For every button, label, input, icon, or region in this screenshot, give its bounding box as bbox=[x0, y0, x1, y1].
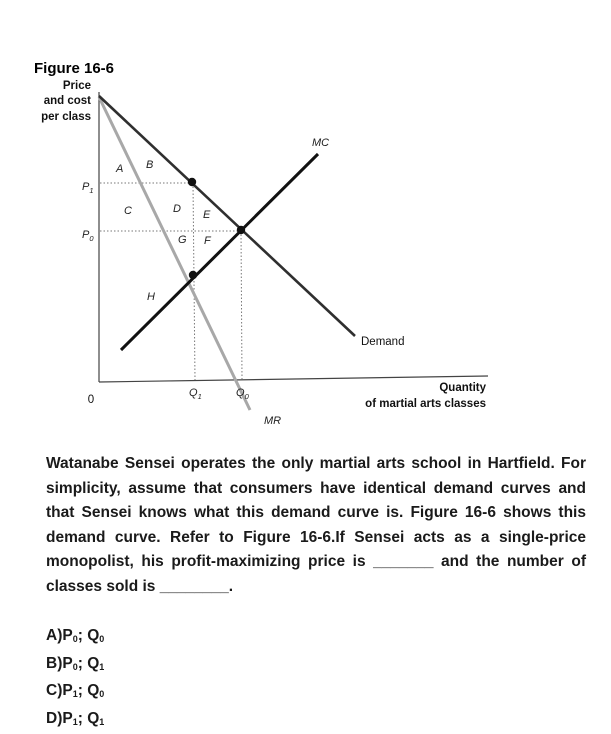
region-c-label: C bbox=[124, 205, 132, 217]
y-axis-label-line-2: and cost bbox=[44, 95, 91, 107]
x-axis bbox=[99, 376, 488, 382]
region-g-label: G bbox=[178, 234, 187, 246]
choice-c-label: C) bbox=[46, 682, 62, 699]
x-axis-label-line-1: Quantity bbox=[439, 382, 486, 394]
answer-choices bbox=[46, 624, 104, 734]
region-h-label: H bbox=[147, 291, 155, 303]
region-f-label: F bbox=[204, 235, 212, 247]
q0-label: $Q_0$ bbox=[236, 387, 250, 401]
choice-b-label: B) bbox=[46, 655, 62, 672]
choice-a[interactable]: $A)P_0$; $Q_0$ bbox=[46, 624, 104, 652]
point-q0-demand-mc bbox=[237, 226, 245, 234]
choice-b[interactable]: $B)P_0$; $Q_1$ bbox=[46, 652, 104, 680]
region-d-label: D bbox=[173, 203, 181, 215]
q0-guide-line bbox=[241, 231, 242, 379]
p0-label: $P_0$ bbox=[82, 229, 94, 243]
q1-label: $Q_1$ bbox=[189, 387, 202, 401]
x-axis-label-line-2: of martial arts classes bbox=[365, 398, 486, 410]
mr-label: MR bbox=[264, 415, 281, 427]
y-axis-label-line-1: Price bbox=[63, 80, 91, 92]
question-text: Watanabe Sensei operates the only martial arts school in Hartfield. For simplicity, assume that consumers have identical demand curves and that Sensei knows what this demand curve is. Figure 16-6 shows this demand curve. Refer to Figure 16-6.If Sensei acts as a single-price monopolist, his profit-maximizing price is _______ and the number of classes sold is ________. bbox=[46, 452, 586, 599]
demand-label: Demand bbox=[361, 336, 404, 348]
choice-d-label: D) bbox=[46, 710, 62, 727]
p1-label: $P_1$ bbox=[82, 181, 94, 195]
mc-curve bbox=[121, 154, 318, 350]
choice-d[interactable]: $D)P_1$; $Q_1$ bbox=[46, 707, 104, 734]
q1-guide-line bbox=[193, 183, 195, 380]
region-b-label: B bbox=[146, 159, 153, 171]
figure-title: Figure 16-6 bbox=[34, 60, 114, 77]
origin-label: 0 bbox=[88, 394, 94, 406]
region-a-label: A bbox=[115, 163, 123, 175]
choice-c[interactable]: $C)P_1$; $Q_0$ bbox=[46, 679, 104, 707]
mc-label: MC bbox=[312, 137, 329, 149]
point-q1-demand bbox=[188, 178, 196, 186]
choice-a-label: A) bbox=[46, 627, 62, 644]
region-e-label: E bbox=[203, 209, 211, 221]
mr-curve bbox=[99, 97, 250, 410]
point-mr-mc bbox=[189, 271, 197, 279]
y-axis-label-line-3: per class bbox=[41, 111, 91, 123]
demand-curve bbox=[99, 96, 355, 336]
